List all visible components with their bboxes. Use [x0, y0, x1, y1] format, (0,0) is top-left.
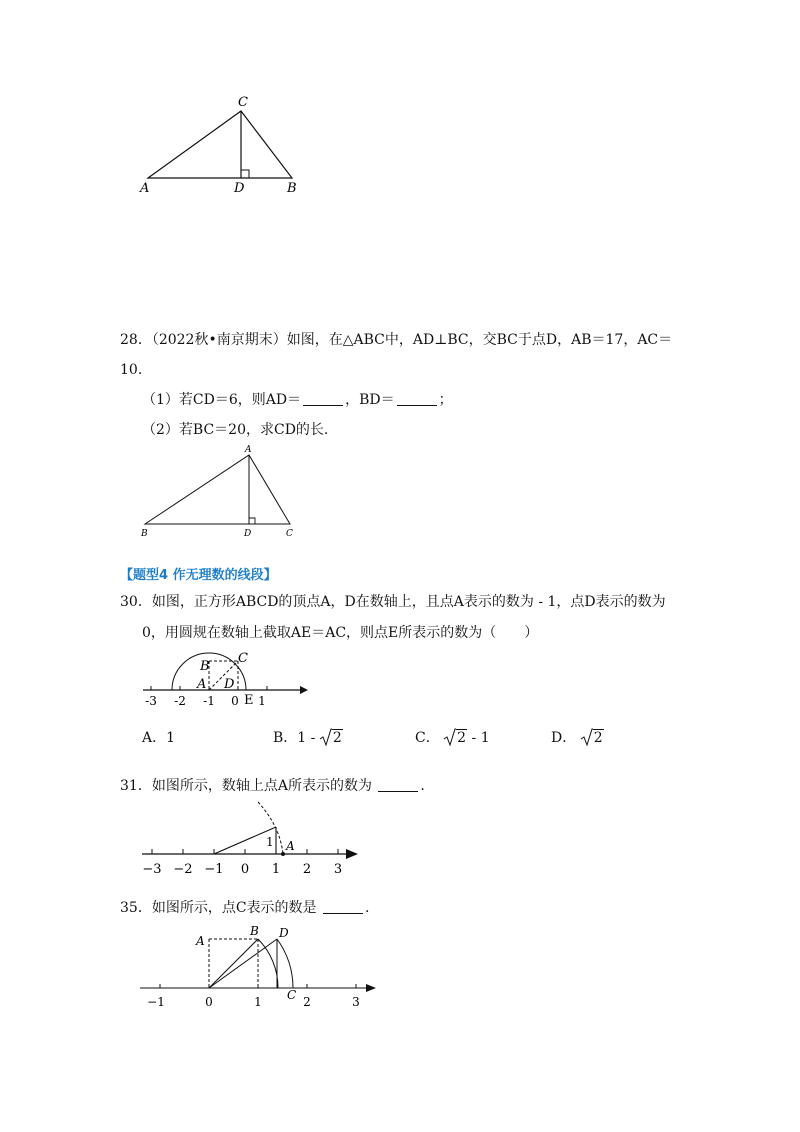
- tick-label: -1: [203, 694, 215, 708]
- label-C: C: [287, 988, 297, 1002]
- label-D: D: [224, 677, 235, 692]
- tick-label: 3: [352, 995, 360, 1009]
- tick-label: −3: [142, 862, 162, 877]
- tick-label: 2: [303, 995, 311, 1009]
- label-A: A: [197, 677, 207, 692]
- tick-label: 1: [254, 995, 262, 1009]
- option-b[interactable]: B．1 - 2: [273, 730, 342, 746]
- tick-label: 0: [231, 694, 239, 708]
- label-C: C: [238, 95, 248, 110]
- q35-number: 35．: [120, 900, 152, 916]
- tick-label: 0: [240, 862, 250, 877]
- label-C: C: [238, 651, 248, 666]
- tick-label: −2: [173, 862, 193, 877]
- q31-text: 31．如图所示，数轴上点A所表示的数为 .: [120, 778, 425, 794]
- q28-number: 28．: [120, 332, 152, 348]
- section-heading: 【题型4 作无理数的线段】: [120, 568, 277, 583]
- q30-line2: 0，用圆规在数轴上截取AE＝AC，则点E所表示的数为（ ）: [142, 625, 539, 641]
- label-D: D: [234, 181, 245, 196]
- tick-label: -3: [145, 694, 157, 708]
- tick-label: −1: [204, 862, 224, 877]
- label-C: C: [286, 529, 293, 539]
- q28-text: 如图，在△ABC中，AD⊥BC，交BC于点D，AB＝17，AC＝: [286, 332, 673, 348]
- option-a[interactable]: A．1: [142, 730, 176, 746]
- tick-label: −1: [147, 995, 165, 1009]
- q35-text: 35．如图所示，点C表示的数是 .: [120, 900, 370, 916]
- tick-label: 1: [271, 862, 281, 877]
- label-B: B: [250, 924, 259, 938]
- q28-source: （2022秋•南京期末）: [151, 332, 287, 348]
- q31-number: 31．: [120, 778, 152, 794]
- tick-label: 3: [333, 862, 343, 877]
- option-d[interactable]: D． 2: [551, 730, 603, 746]
- label-E: E: [244, 693, 254, 708]
- q28-part2: （2）若BC＝20，求CD的长.: [142, 422, 329, 438]
- label-A: A: [196, 934, 205, 948]
- option-c[interactable]: C． 2 - 1: [415, 730, 490, 746]
- label-D: D: [244, 529, 252, 539]
- label-A: A: [245, 445, 252, 455]
- q28-line2: 10.: [120, 362, 143, 378]
- q30-line1: 30．如图，正方形ABCD的顶点A，D在数轴上，且点A表示的数为 - 1，点D表示的数为: [120, 594, 666, 610]
- label-D: D: [279, 926, 289, 940]
- label-A: A: [140, 181, 150, 196]
- q30-number: 30．: [120, 594, 152, 610]
- tick-label: -2: [174, 694, 186, 708]
- tick-label: 0: [205, 995, 213, 1009]
- tick-label: 2: [302, 862, 312, 877]
- label-B: B: [287, 181, 297, 196]
- tick-label: 1: [258, 694, 266, 708]
- label-B: B: [200, 659, 210, 674]
- label-B: B: [141, 529, 148, 539]
- label-A: A: [286, 839, 295, 853]
- q28-part1: （1）若CD＝6，则AD＝ ，BD＝ ；: [142, 392, 453, 408]
- side-label: 1: [266, 835, 274, 849]
